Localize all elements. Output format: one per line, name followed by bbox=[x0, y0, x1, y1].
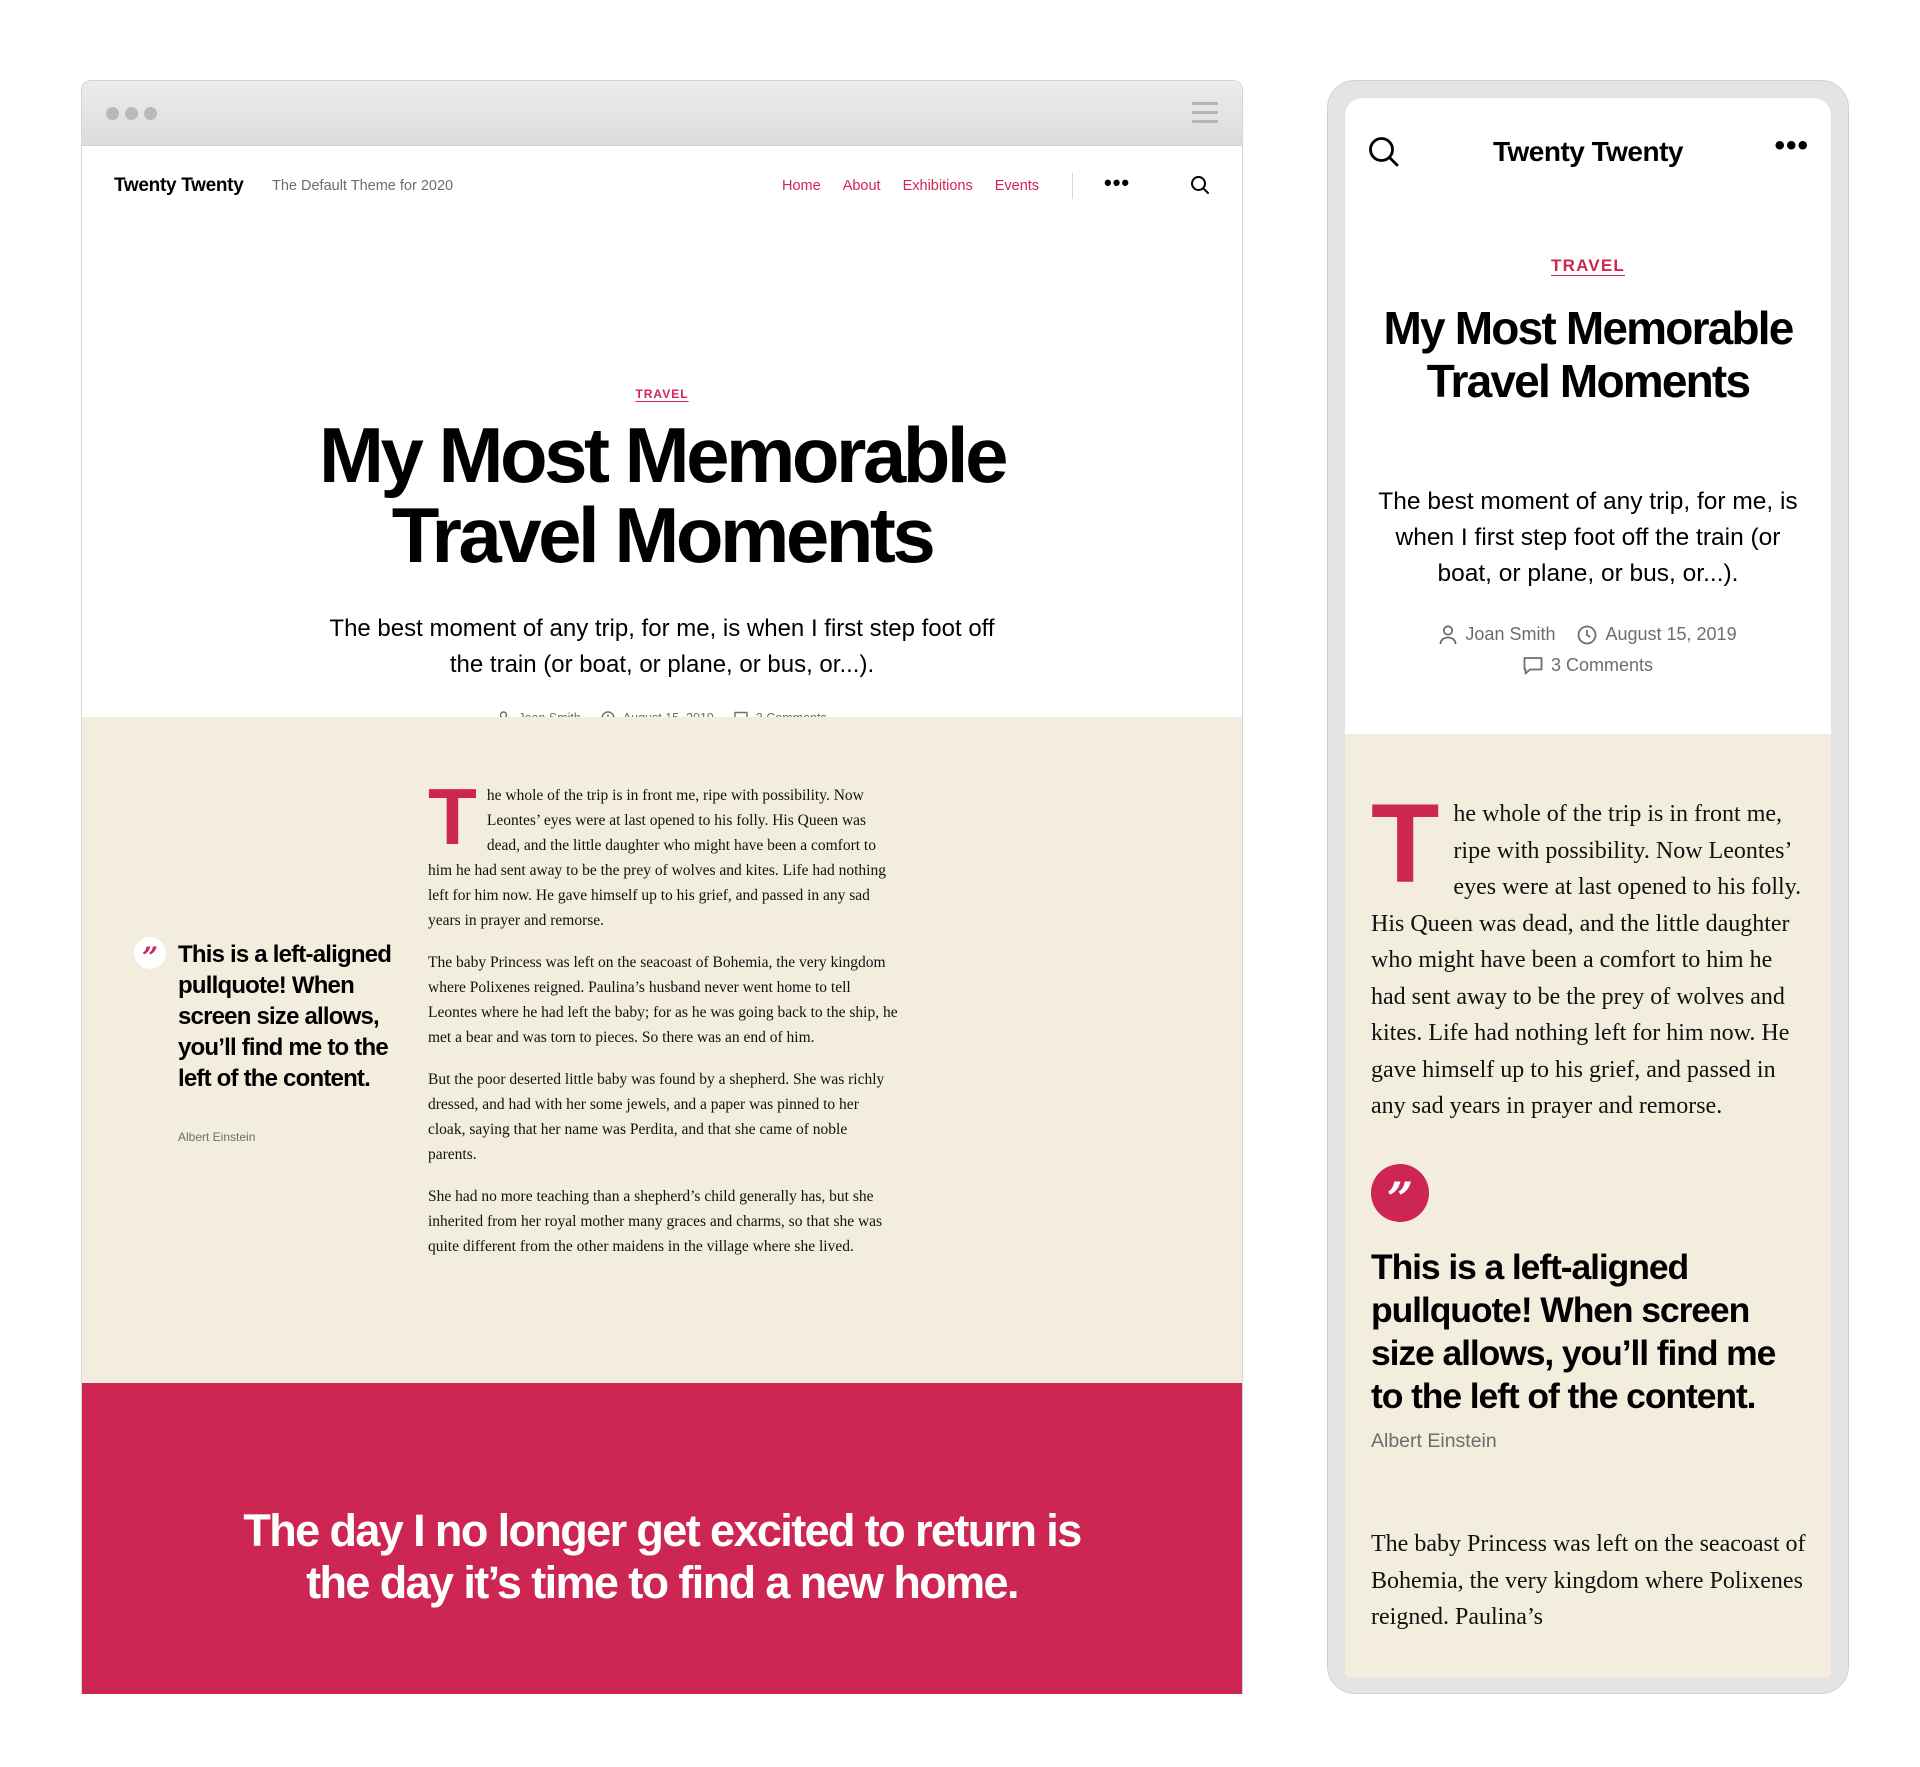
post-excerpt: The best moment of any trip, for me, is when I first step foot off the train (or boat, or plane, or bus, or...). bbox=[1378, 488, 1798, 587]
post-comments[interactable] bbox=[1523, 655, 1653, 676]
site-title[interactable]: Twenty Twenty bbox=[114, 175, 244, 196]
pullquote bbox=[1371, 1164, 1811, 1453]
more-dots-icon[interactable]: ••• bbox=[1104, 170, 1131, 195]
cover-quote: The day I no longer get excited to return is the day it’s time to find a new home. bbox=[243, 1505, 1081, 1608]
post-date[interactable] bbox=[1577, 624, 1736, 645]
header-divider bbox=[1072, 173, 1073, 199]
post-body bbox=[428, 772, 898, 1276]
window-dot bbox=[106, 107, 119, 120]
entry-header bbox=[82, 227, 1242, 717]
user-icon bbox=[1439, 625, 1457, 645]
search-icon[interactable] bbox=[1190, 175, 1210, 200]
paragraph: The baby Princess was left on the seacoast of Bohemia, the very kingdom where Polixenes reigned. Paulina’s bbox=[1371, 1531, 1806, 1630]
mobile-device-mockup bbox=[1327, 80, 1849, 1694]
post-excerpt: The best moment of any trip, for me, is when I first step foot off the train (or boat, or plane, or bus, or...). bbox=[329, 615, 995, 678]
author-name[interactable]: Joan Smith bbox=[1465, 624, 1556, 644]
category-label[interactable]: TRAVEL bbox=[1551, 256, 1625, 275]
primary-nav bbox=[782, 178, 1039, 194]
paragraph: The baby Princess was left on the seacoast of Bohemia, the very kingdom where Polixenes reigned. Paulina’s husband never went home to tell Leontes where he had left the baby; for as he was going back to the ship, he met a bear and was torn to pieces. So there was an end of him. bbox=[428, 954, 898, 1046]
window-dot bbox=[144, 107, 157, 120]
post-content bbox=[1345, 734, 1831, 1678]
browser-menu-icon bbox=[1192, 102, 1218, 129]
post-title: My Most Memorable Travel Moments bbox=[1383, 302, 1793, 407]
quote-icon: ” bbox=[1371, 1164, 1429, 1222]
nav-item-events[interactable]: Events bbox=[994, 178, 1040, 194]
post-meta bbox=[1385, 624, 1791, 676]
drop-cap: T bbox=[1371, 781, 1440, 906]
paragraph: She had no more teaching than a shepherd’s child generally has, but she inherited from her royal mother many graces and charms, so that she was quite different from the other maidens in the village where she lived. bbox=[428, 1188, 883, 1255]
post-author[interactable] bbox=[1439, 624, 1555, 645]
window-controls bbox=[106, 107, 157, 120]
more-dots-icon[interactable]: ••• bbox=[1774, 129, 1809, 162]
window-dot bbox=[125, 107, 138, 120]
quote-icon: ” bbox=[134, 937, 166, 969]
drop-cap: T bbox=[428, 772, 477, 861]
comment-icon bbox=[1523, 656, 1543, 676]
category-label[interactable]: TRAVEL bbox=[635, 387, 689, 401]
site-header bbox=[82, 147, 1242, 227]
paragraph: But the poor deserted little baby was found by a shepherd. She was richly dressed, and had with her some jewels, and a paper was pinned to her cloak, saying that her name was Perdita, and that she came of noble parents. bbox=[428, 1071, 885, 1163]
post-title: My Most Memorable Travel Moments bbox=[319, 411, 1005, 579]
pullquote-citation: Albert Einstein bbox=[1371, 1430, 1497, 1452]
category-link[interactable] bbox=[1345, 256, 1831, 276]
site-tagline: The Default Theme for 2020 bbox=[272, 178, 454, 194]
nav-item-about[interactable]: About bbox=[842, 178, 881, 194]
date-text[interactable]: August 15, 2019 bbox=[1605, 624, 1737, 644]
nav-item-exhibitions[interactable]: Exhibitions bbox=[902, 178, 973, 194]
paragraph-text: he whole of the trip is in front me, ripe with possibility. Now Leontes’ eyes were at last opened to his folly. His Queen was dead, and the little daughter who might have been a comfort to him he had sent away to be the prey of wolves and kites. Life had nothing left for him now. He gave himself up to his grief, and passed in any sad years in prayer and remorse. bbox=[428, 787, 886, 929]
nav-item-home[interactable]: Home bbox=[782, 178, 821, 194]
desktop-browser-mockup bbox=[81, 80, 1243, 1694]
site-title[interactable]: Twenty Twenty bbox=[1492, 136, 1684, 167]
mobile-screen bbox=[1345, 98, 1831, 1678]
pullquote-citation: Albert Einstein bbox=[178, 1130, 256, 1144]
clock-icon bbox=[1577, 625, 1597, 645]
category-link[interactable] bbox=[82, 387, 1242, 401]
paragraph-text: he whole of the trip is in front me, ripe with possibility. Now Leontes’ eyes were at last opened to his folly. His Queen was dead, and the little daughter who might have been a comfort to him he had sent away to be the prey of wolves and kites. Life had nothing left for him now. He gave himself up to his grief, and passed in any sad years in prayer and remorse. bbox=[1371, 801, 1802, 1119]
cover-block bbox=[82, 1383, 1242, 1694]
paragraph bbox=[428, 772, 898, 933]
pullquote-text: This is a left-aligned pullquote! When screen size allows, you’ll find me to the left of the content. bbox=[178, 941, 392, 1092]
comments-text[interactable]: 3 Comments bbox=[1550, 655, 1654, 675]
post-content bbox=[82, 717, 1242, 1383]
pullquote-text: This is a left-aligned pullquote! When screen size allows, you’ll find me to the left of the content. bbox=[1371, 1247, 1776, 1416]
browser-chrome bbox=[82, 81, 1242, 146]
paragraph bbox=[1371, 781, 1811, 1125]
